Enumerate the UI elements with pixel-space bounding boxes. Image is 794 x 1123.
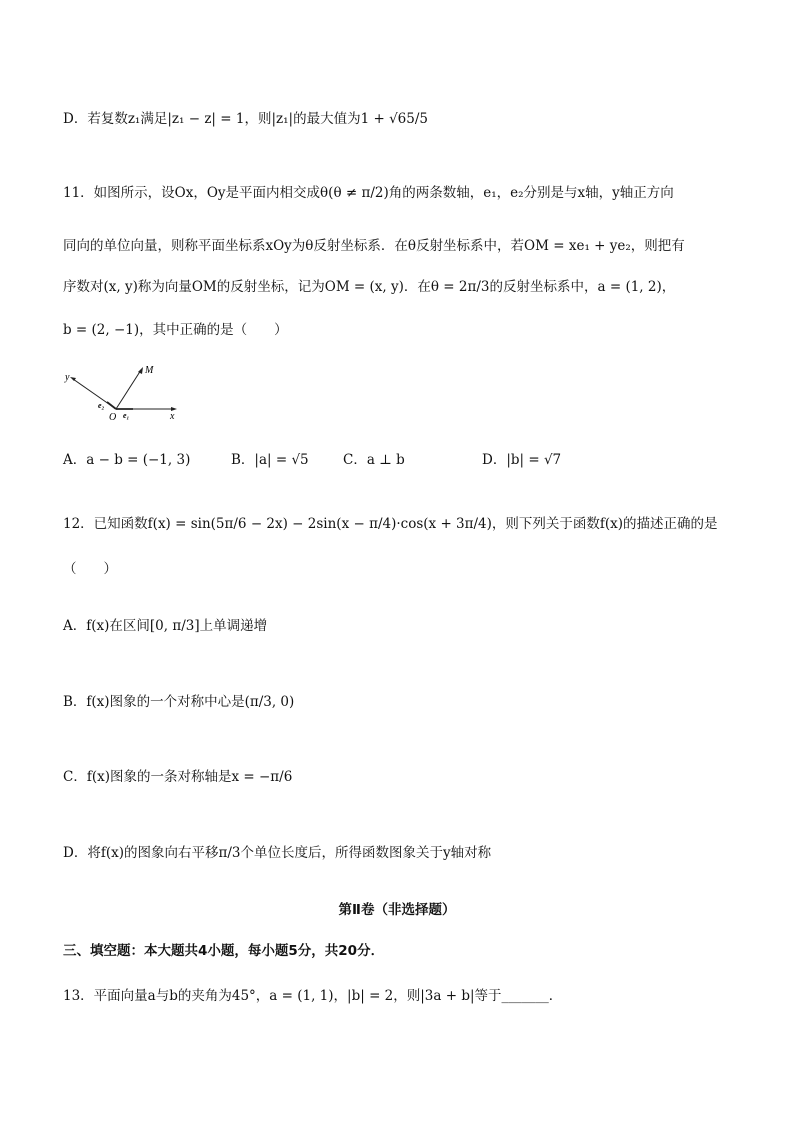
q11-option-a[interactable]: A．a − b = (−1, 3) [63, 452, 191, 468]
q12-option-b[interactable]: B．f(x)图象的一个对称中心是(π/3, 0) [63, 694, 295, 710]
q11-option-c[interactable]: C．a ⊥ b [343, 452, 405, 468]
question-11-line-1: 11．如图所示，设Ox，Oy是平面内相交成θ(θ ≠ π/2)角的两条数轴，e₁，e₂分别是与x轴，y轴正方向 [63, 185, 674, 201]
vector-e2 [107, 402, 116, 409]
question-12-line-2: （ ） [63, 561, 117, 577]
question-11-line-4: b = (2, −1)，其中正确的是（ ） [63, 322, 288, 338]
q12-option-d[interactable]: D．将f(x)的图象向右平移π/3个单位长度后，所得函数图象关于y轴对称 [63, 845, 492, 861]
vector-om [116, 370, 141, 409]
q12-option-a[interactable]: A．f(x)在区间[0, π/3]上单调递增 [63, 618, 268, 634]
label-x: x [170, 411, 175, 422]
question-12-line-1: 12．已知函数f(x) = sin(5π/6 − 2x) − 2sin(x − π/4)·cos(x + 3π/4)，则下列关于函数f(x)的描述正确的是 [63, 516, 718, 532]
section-heading: 三、填空题：本大题共4小题，每小题5分，共20分． [63, 943, 385, 959]
question-11-line-3: 序数对(x, y)称为向量OM的反射坐标，记为OM = (x, y)．在θ = 2π/3的反射坐标系中，a = (1, 2)， [63, 279, 676, 295]
question-13: 13．平面向量a与b的夹角为45°，a = (1, 1)，|b| = 2，则|3a + b|等于_______． [63, 988, 563, 1004]
label-y: y [65, 372, 70, 383]
q11-option-b[interactable]: B．|a| = √5 [231, 452, 309, 468]
q11-option-d[interactable]: D．|b| = √7 [482, 452, 562, 468]
label-e1: e₁ [123, 411, 130, 420]
label-e2: e₂ [98, 401, 105, 410]
part-2-title: 第Ⅱ卷（非选择题） [338, 902, 456, 918]
question-11-line-2: 同向的单位向量，则称平面坐标系xOy为θ反射坐标系．在θ反射坐标系中，若OM = xe₁ + ye₂，则把有 [63, 238, 685, 254]
label-m: M [145, 365, 154, 376]
label-o: O [109, 412, 117, 423]
question-10-option-d: D．若复数z₁满足|z₁ − z| = 1，则|z₁|的最大值为1 + √65/5 [63, 111, 428, 127]
oblique-coordinate-figure [63, 365, 188, 427]
q12-option-c[interactable]: C．f(x)图象的一条对称轴是x = −π/6 [63, 769, 293, 785]
